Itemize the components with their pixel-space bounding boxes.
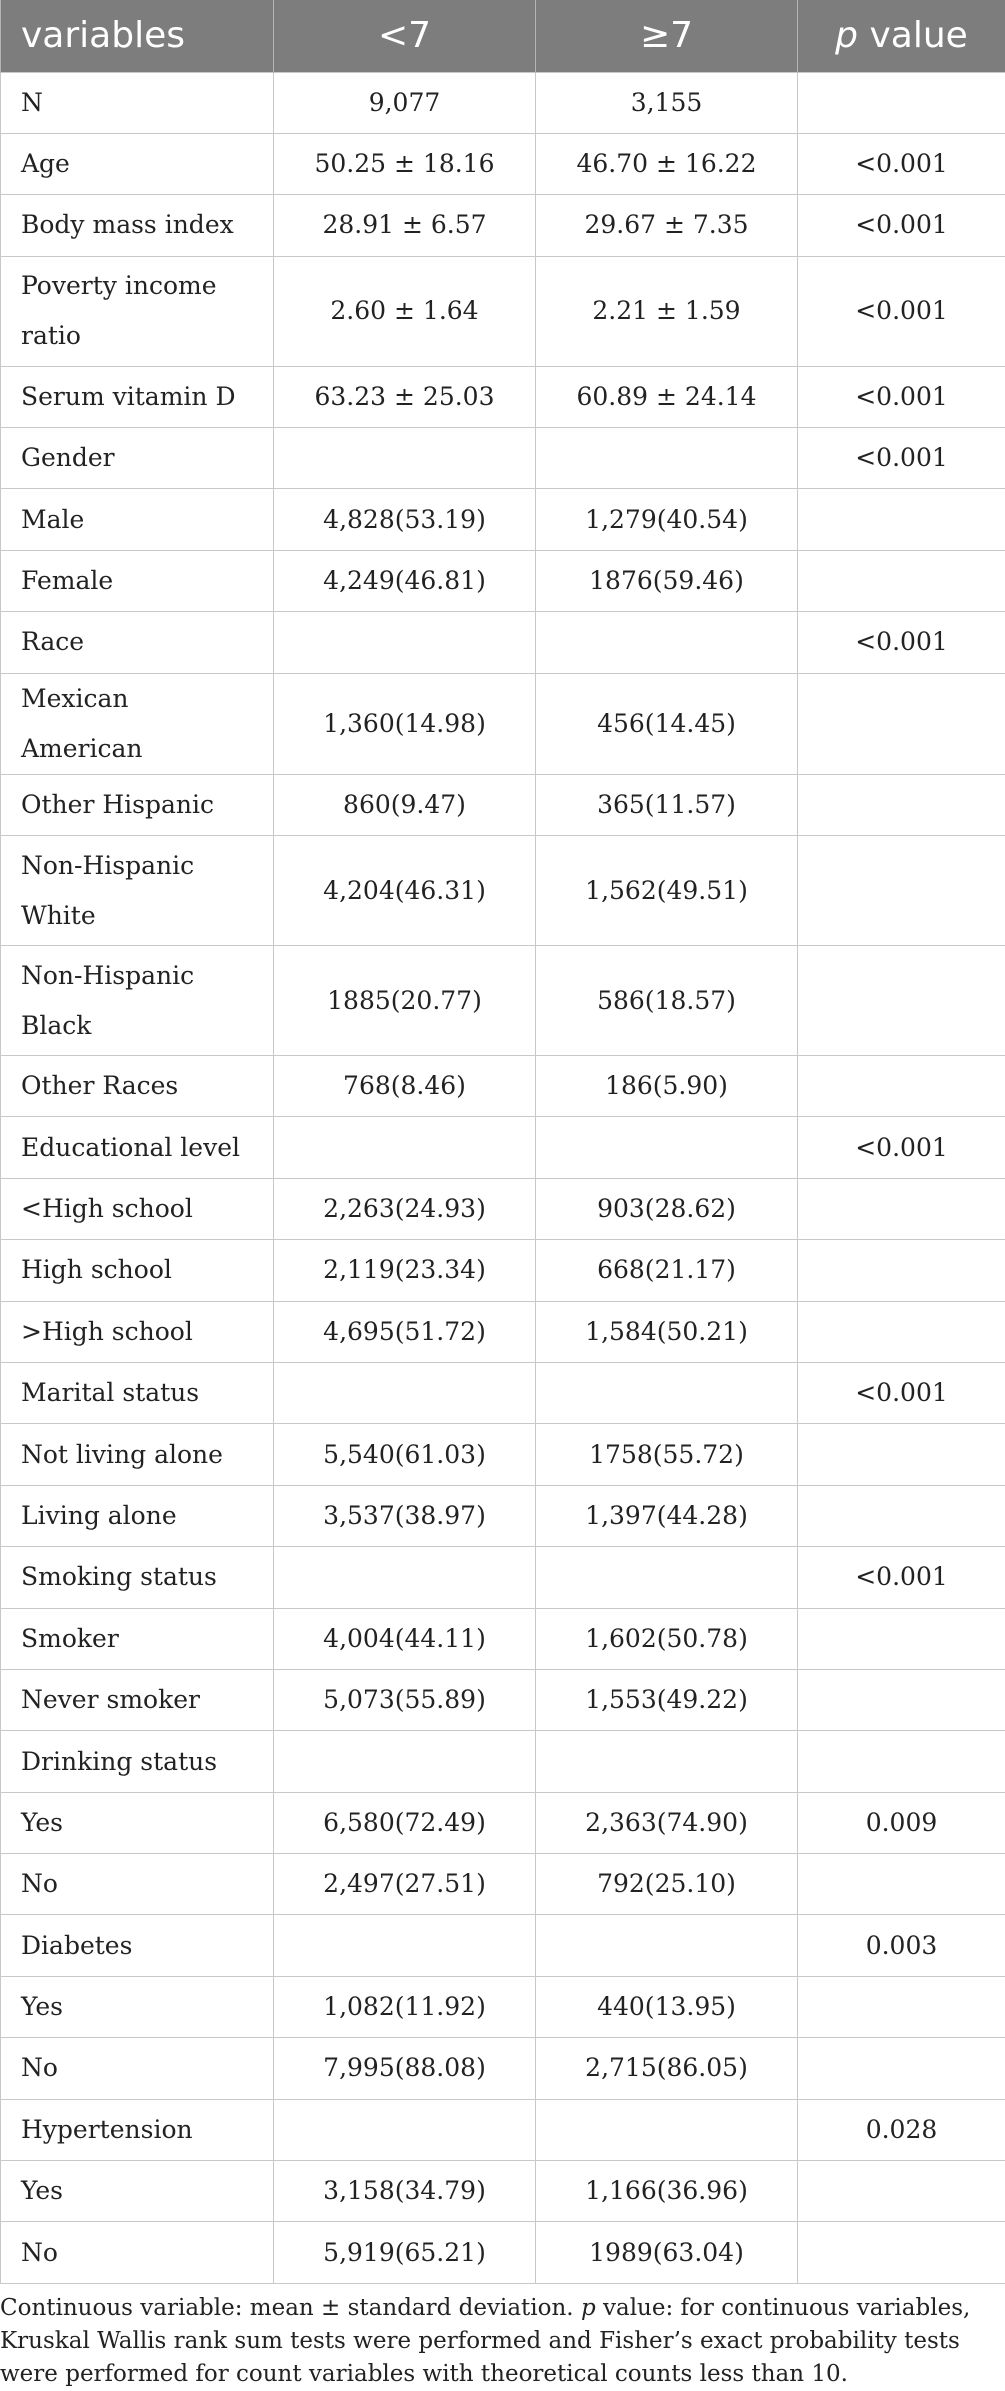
table-row [1, 1301, 1005, 1362]
header-p-italic: p [835, 15, 858, 56]
row-label-cell: No [1, 2038, 274, 2099]
row-less-than-7-cell: 4,828(53.19) [274, 489, 536, 550]
header-row [1, 0, 1005, 72]
row-label-cell: Yes [1, 1792, 274, 1853]
row-less-than-7-cell: 3,537(38.97) [274, 1485, 536, 1546]
row-at-least-7-cell: 2,363(74.90) [536, 1792, 798, 1853]
row-label-cell: Yes [1, 1976, 274, 2037]
row-less-than-7-cell: 28.91 ± 6.57 [274, 195, 536, 256]
row-label-cell: Diabetes [1, 1915, 274, 1976]
table-row [1, 836, 1005, 946]
row-less-than-7-cell [274, 1547, 536, 1608]
row-label-cell: Female [1, 550, 274, 611]
row-at-least-7-cell: 668(21.17) [536, 1240, 798, 1301]
row-less-than-7-cell: 2.60 ± 1.64 [274, 256, 536, 366]
row-at-least-7-cell: 1758(55.72) [536, 1424, 798, 1485]
table-row [1, 1178, 1005, 1239]
row-p-value-cell: <0.001 [798, 256, 1005, 366]
table-row [1, 1915, 1005, 1976]
row-at-least-7-cell [536, 1547, 798, 1608]
row-label-cell: No [1, 1854, 274, 1915]
row-at-least-7-cell: 60.89 ± 24.14 [536, 366, 798, 427]
row-p-value-cell [798, 1976, 1005, 2037]
row-p-value-cell [798, 1669, 1005, 1730]
row-at-least-7-cell [536, 1362, 798, 1423]
row-p-value-cell: <0.001 [798, 1547, 1005, 1608]
row-p-value-cell [798, 1854, 1005, 1915]
row-p-value-cell [798, 1301, 1005, 1362]
header-less-than-7: <7 [274, 0, 536, 72]
table-row [1, 1362, 1005, 1423]
row-at-least-7-cell: 1,553(49.22) [536, 1669, 798, 1730]
row-at-least-7-cell [536, 612, 798, 673]
row-at-least-7-cell: 1876(59.46) [536, 550, 798, 611]
row-label-cell: Living alone [1, 1485, 274, 1546]
row-less-than-7-cell [274, 1915, 536, 1976]
row-less-than-7-cell: 6,580(72.49) [274, 1792, 536, 1853]
table-row [1, 256, 1005, 366]
row-at-least-7-cell: 46.70 ± 16.22 [536, 133, 798, 194]
row-at-least-7-cell [536, 1915, 798, 1976]
row-at-least-7-cell [536, 428, 798, 489]
row-label-cell: Gender [1, 428, 274, 489]
table-row [1, 1485, 1005, 1546]
row-less-than-7-cell: 860(9.47) [274, 774, 536, 835]
header-p-value [798, 0, 1005, 72]
row-label-cell: Mexican American [1, 673, 274, 774]
row-less-than-7-cell [274, 2099, 536, 2160]
header-at-least-7: ≥7 [536, 0, 798, 72]
table-row [1, 1547, 1005, 1608]
row-less-than-7-cell: 4,695(51.72) [274, 1301, 536, 1362]
row-less-than-7-cell: 2,119(23.34) [274, 1240, 536, 1301]
row-less-than-7-cell: 2,497(27.51) [274, 1854, 536, 1915]
row-at-least-7-cell: 29.67 ± 7.35 [536, 195, 798, 256]
header-p-rest: value [858, 15, 968, 56]
row-label-cell: <High school [1, 1178, 274, 1239]
table-row [1, 1608, 1005, 1669]
table-row [1, 2038, 1005, 2099]
row-p-value-cell [798, 1240, 1005, 1301]
row-label-cell: Non-Hispanic Black [1, 946, 274, 1056]
table-row [1, 1854, 1005, 1915]
row-label-cell: Hypertension [1, 2099, 274, 2160]
row-at-least-7-cell: 440(13.95) [536, 1976, 798, 2037]
row-label-cell: Serum vitamin D [1, 366, 274, 427]
row-less-than-7-cell: 4,004(44.11) [274, 1608, 536, 1669]
row-less-than-7-cell: 50.25 ± 18.16 [274, 133, 536, 194]
row-label-cell: Educational level [1, 1117, 274, 1178]
row-p-value-cell: <0.001 [798, 612, 1005, 673]
row-at-least-7-cell: 365(11.57) [536, 774, 798, 835]
row-at-least-7-cell [536, 1117, 798, 1178]
table-row [1, 195, 1005, 256]
table-row [1, 72, 1005, 133]
row-p-value-cell: <0.001 [798, 195, 1005, 256]
row-less-than-7-cell: 768(8.46) [274, 1056, 536, 1117]
table-row [1, 428, 1005, 489]
row-p-value-cell [798, 1056, 1005, 1117]
row-at-least-7-cell: 1,584(50.21) [536, 1301, 798, 1362]
row-p-value-cell [798, 673, 1005, 774]
row-at-least-7-cell [536, 2099, 798, 2160]
table-row [1, 1669, 1005, 1730]
row-less-than-7-cell: 3,158(34.79) [274, 2161, 536, 2222]
row-label-cell: Body mass index [1, 195, 274, 256]
table-row [1, 1240, 1005, 1301]
table-row [1, 1976, 1005, 2037]
row-less-than-7-cell [274, 1362, 536, 1423]
row-label-cell: Yes [1, 2161, 274, 2222]
table-row [1, 774, 1005, 835]
row-label-cell: Marital status [1, 1362, 274, 1423]
row-label-cell: Never smoker [1, 1669, 274, 1730]
row-p-value-cell [798, 2038, 1005, 2099]
row-at-least-7-cell: 1,397(44.28) [536, 1485, 798, 1546]
table-row [1, 1731, 1005, 1792]
table-row [1, 550, 1005, 611]
row-p-value-cell: <0.001 [798, 366, 1005, 427]
row-at-least-7-cell: 186(5.90) [536, 1056, 798, 1117]
table-row [1, 2161, 1005, 2222]
table-header [1, 0, 1005, 72]
row-p-value-cell: <0.001 [798, 1362, 1005, 1423]
row-p-value-cell [798, 1178, 1005, 1239]
row-at-least-7-cell [536, 1731, 798, 1792]
footnote-p-italic: p [581, 2295, 596, 2321]
row-less-than-7-cell [274, 1731, 536, 1792]
row-less-than-7-cell: 5,919(65.21) [274, 2222, 536, 2283]
row-less-than-7-cell [274, 428, 536, 489]
row-less-than-7-cell: 63.23 ± 25.03 [274, 366, 536, 427]
table-row [1, 673, 1005, 774]
row-at-least-7-cell: 903(28.62) [536, 1178, 798, 1239]
table-row [1, 1117, 1005, 1178]
table-row [1, 2099, 1005, 2160]
row-label-cell: N [1, 72, 274, 133]
row-less-than-7-cell: 9,077 [274, 72, 536, 133]
row-less-than-7-cell: 1,360(14.98) [274, 673, 536, 774]
table-row [1, 489, 1005, 550]
row-p-value-cell [798, 2161, 1005, 2222]
row-label-cell: No [1, 2222, 274, 2283]
table-row [1, 612, 1005, 673]
row-label-cell: Race [1, 612, 274, 673]
row-label-cell: Not living alone [1, 1424, 274, 1485]
row-p-value-cell [798, 774, 1005, 835]
row-less-than-7-cell: 1,082(11.92) [274, 1976, 536, 2037]
row-p-value-cell [798, 1731, 1005, 1792]
table-row [1, 1792, 1005, 1853]
row-p-value-cell [798, 836, 1005, 946]
row-p-value-cell [798, 1485, 1005, 1546]
footnote-part2: value: for continuous variables, Kruskal Wallis rank sum tests were performed and Fisher’s exact probability tests were performed for count variables with theoretical counts less than 10. [0, 2295, 970, 2387]
footnote-part1: Continuous variable: mean ± standard deviation. [0, 2295, 581, 2321]
row-at-least-7-cell: 2,715(86.05) [536, 2038, 798, 2099]
row-at-least-7-cell: 1,602(50.78) [536, 1608, 798, 1669]
row-p-value-cell: <0.001 [798, 133, 1005, 194]
row-p-value-cell [798, 550, 1005, 611]
row-less-than-7-cell: 5,540(61.03) [274, 1424, 536, 1485]
table-row [1, 1424, 1005, 1485]
row-less-than-7-cell: 2,263(24.93) [274, 1178, 536, 1239]
row-less-than-7-cell: 4,204(46.31) [274, 836, 536, 946]
row-less-than-7-cell: 1885(20.77) [274, 946, 536, 1056]
table-body [1, 72, 1005, 2283]
row-at-least-7-cell: 1,562(49.51) [536, 836, 798, 946]
table-row [1, 946, 1005, 1056]
row-at-least-7-cell: 586(18.57) [536, 946, 798, 1056]
row-p-value-cell [798, 1608, 1005, 1669]
table-row [1, 1056, 1005, 1117]
row-p-value-cell: 0.009 [798, 1792, 1005, 1853]
row-p-value-cell [798, 946, 1005, 1056]
row-at-least-7-cell: 1989(63.04) [536, 2222, 798, 2283]
row-label-cell: Male [1, 489, 274, 550]
row-at-least-7-cell: 792(25.10) [536, 1854, 798, 1915]
row-at-least-7-cell: 2.21 ± 1.59 [536, 256, 798, 366]
row-p-value-cell: 0.028 [798, 2099, 1005, 2160]
row-less-than-7-cell [274, 1117, 536, 1178]
row-p-value-cell [798, 489, 1005, 550]
row-label-cell: Poverty income ratio [1, 256, 274, 366]
header-variables: variables [1, 0, 274, 72]
row-at-least-7-cell: 1,279(40.54) [536, 489, 798, 550]
row-p-value-cell: <0.001 [798, 428, 1005, 489]
row-label-cell: Other Races [1, 1056, 274, 1117]
row-p-value-cell: <0.001 [798, 1117, 1005, 1178]
row-label-cell: Other Hispanic [1, 774, 274, 835]
row-label-cell: Smoking status [1, 1547, 274, 1608]
row-label-cell: Smoker [1, 1608, 274, 1669]
table-row [1, 133, 1005, 194]
row-label-cell: Age [1, 133, 274, 194]
row-less-than-7-cell: 5,073(55.89) [274, 1669, 536, 1730]
row-p-value-cell [798, 72, 1005, 133]
row-less-than-7-cell [274, 612, 536, 673]
row-less-than-7-cell: 4,249(46.81) [274, 550, 536, 611]
row-at-least-7-cell: 456(14.45) [536, 673, 798, 774]
row-p-value-cell: 0.003 [798, 1915, 1005, 1976]
row-label-cell: >High school [1, 1301, 274, 1362]
row-at-least-7-cell: 3,155 [536, 72, 798, 133]
row-p-value-cell [798, 1424, 1005, 1485]
table-row [1, 2222, 1005, 2283]
row-at-least-7-cell: 1,166(36.96) [536, 2161, 798, 2222]
row-less-than-7-cell: 7,995(88.08) [274, 2038, 536, 2099]
row-p-value-cell [798, 2222, 1005, 2283]
row-label-cell: High school [1, 1240, 274, 1301]
row-label-cell: Non-Hispanic White [1, 836, 274, 946]
table-row [1, 366, 1005, 427]
row-label-cell: Drinking status [1, 1731, 274, 1792]
